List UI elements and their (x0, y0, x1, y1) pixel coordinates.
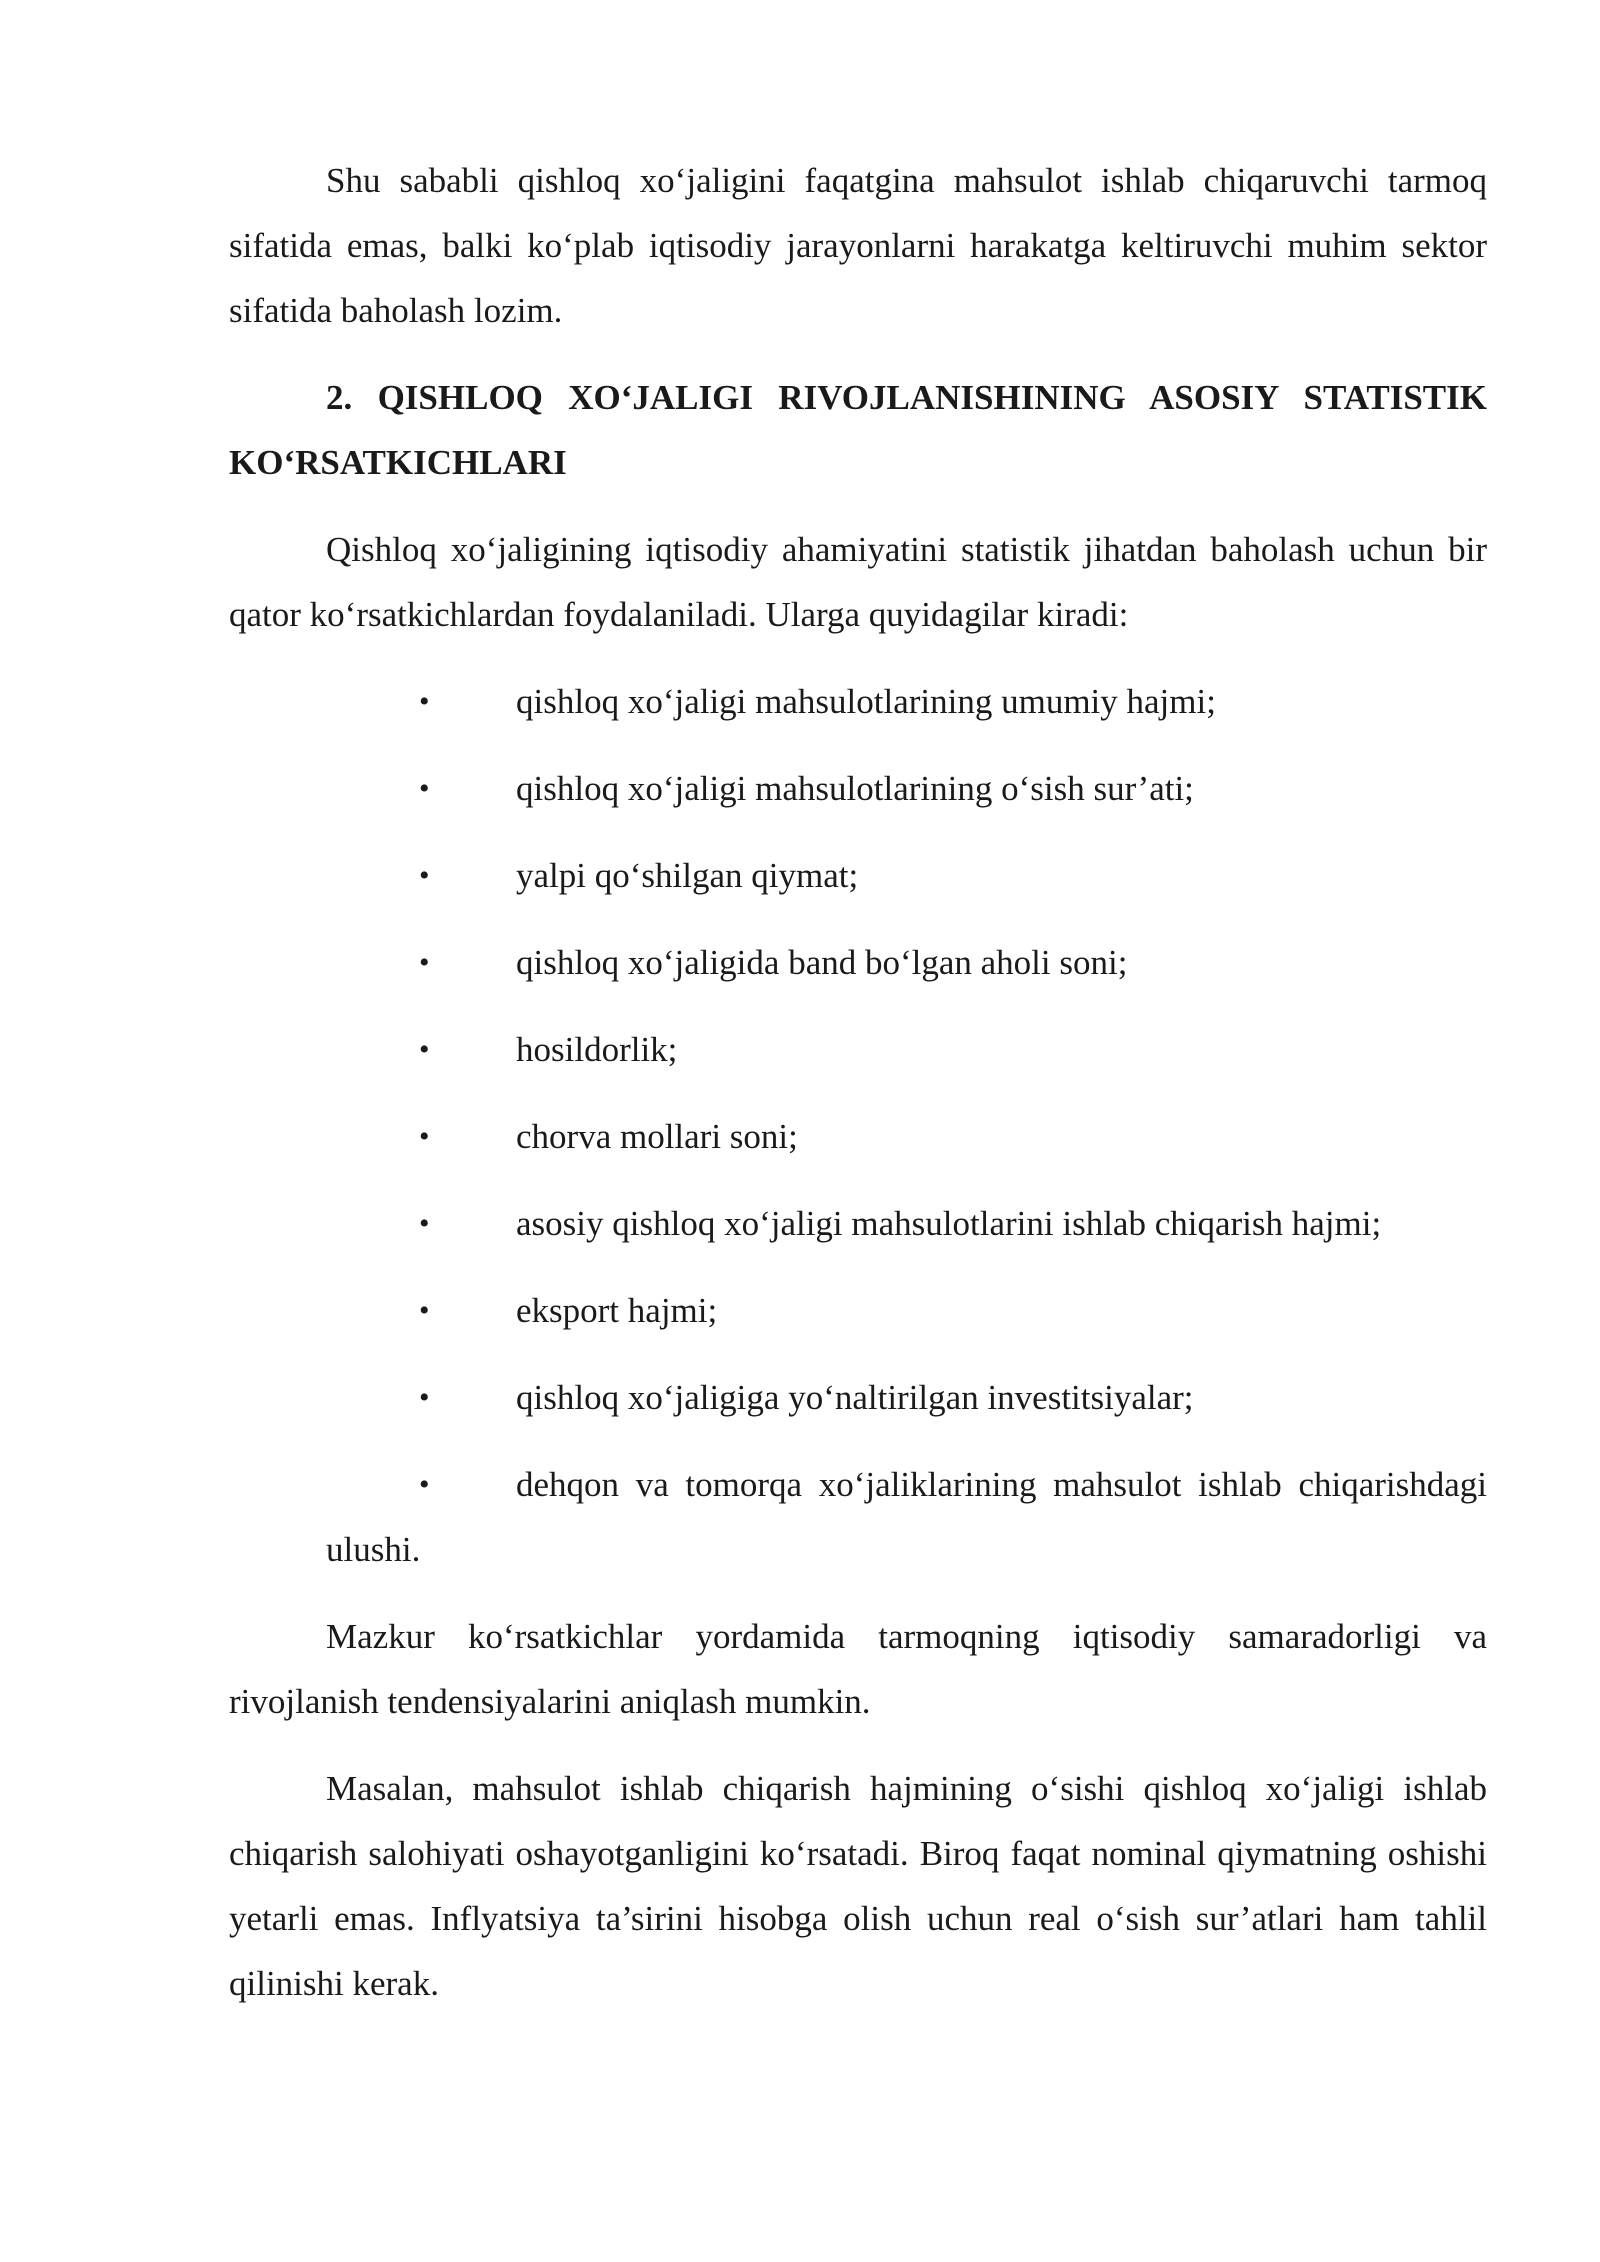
list-item (229, 843, 1487, 908)
bullet-icon: • (419, 1120, 430, 1153)
list-item (229, 1278, 1487, 1343)
list-item (229, 1104, 1487, 1169)
list-item (229, 1191, 1487, 1256)
document-page (229, 148, 1487, 2016)
bullet-icon: • (419, 1381, 430, 1414)
paragraph-indicators-purpose: Mazkur ko‘rsatkichlar yordamida tarmoqning iqtisodiy samaradorligi va rivojlanish tendensiyalarini aniqlash mumkin. (229, 1617, 1487, 1721)
bullet-icon: • (419, 859, 430, 892)
list-item-text: yalpi qo‘shilgan qiymat; (516, 856, 859, 895)
list-item-text: asosiy qishloq xo‘jaligi mahsulotlarini ishlab chiqarish hajmi; (516, 1204, 1382, 1243)
list-item-text: qishloq xo‘jaligi mahsulotlarining umumiy hajmi; (516, 682, 1216, 721)
bullet-icon: • (419, 1033, 430, 1066)
bullet-icon: • (419, 1294, 430, 1327)
paragraph-indicators-intro: Qishloq xo‘jaligining iqtisodiy ahamiyatini statistik jihatdan baholash uchun bir qator ko‘rsatkichlardan foydalaniladi. Ularga quyidagilar kiradi: (229, 530, 1487, 634)
list-item-text: qishloq xo‘jaligi mahsulotlarining o‘sish sur’ati; (516, 769, 1194, 808)
section-heading: 2. QISHLOQ XO‘JALIGI RIVOJLANISHINING ASOSIY STATISTIK KO‘RSATKICHLARI (229, 378, 1487, 482)
list-item (229, 930, 1487, 995)
bullet-icon: • (419, 1468, 430, 1501)
bullet-icon: • (419, 685, 430, 718)
list-item-text: dehqon va tomorqa xo‘jaliklarining mahsulot ishlab chiqarishdagi ulushi. (326, 1465, 1487, 1569)
list-item (229, 1017, 1487, 1082)
bullet-icon: • (419, 946, 430, 979)
paragraph-example: Masalan, mahsulot ishlab chiqarish hajmining o‘sishi qishloq xo‘jaligi ishlab chiqarish salohiyati oshayotganligini ko‘rsatadi. Biroq faqat nominal qiymatning oshishi yetarli emas. Inflyatsiya ta’sirini hisobga olish uchun real o‘sish sur’atlari ham tahlil qilinishi kerak. (229, 1769, 1487, 2003)
list-item (229, 1365, 1487, 1430)
list-item-text: qishloq xo‘jaligiga yo‘naltirilgan investitsiyalar; (516, 1378, 1194, 1417)
list-item-text: chorva mollari soni; (516, 1117, 798, 1156)
list-item (229, 1452, 1487, 1582)
bullet-icon: • (419, 1207, 430, 1240)
list-item (229, 669, 1487, 734)
list-item-text: qishloq xo‘jaligida band bo‘lgan aholi soni; (516, 943, 1128, 982)
list-item (229, 756, 1487, 821)
list-item-text: hosildorlik; (516, 1030, 678, 1069)
paragraph-intro: Shu sababli qishloq xo‘jaligini faqatgina mahsulot ishlab chiqaruvchi tarmoq sifatida emas, balki ko‘plab iqtisodiy jarayonlarni harakatga keltiruvchi muhim sektor sifatida baholash lozim. (229, 161, 1487, 330)
indicator-list (229, 669, 1487, 1582)
bullet-icon: • (419, 772, 430, 805)
list-item-text: eksport hajmi; (516, 1291, 718, 1330)
